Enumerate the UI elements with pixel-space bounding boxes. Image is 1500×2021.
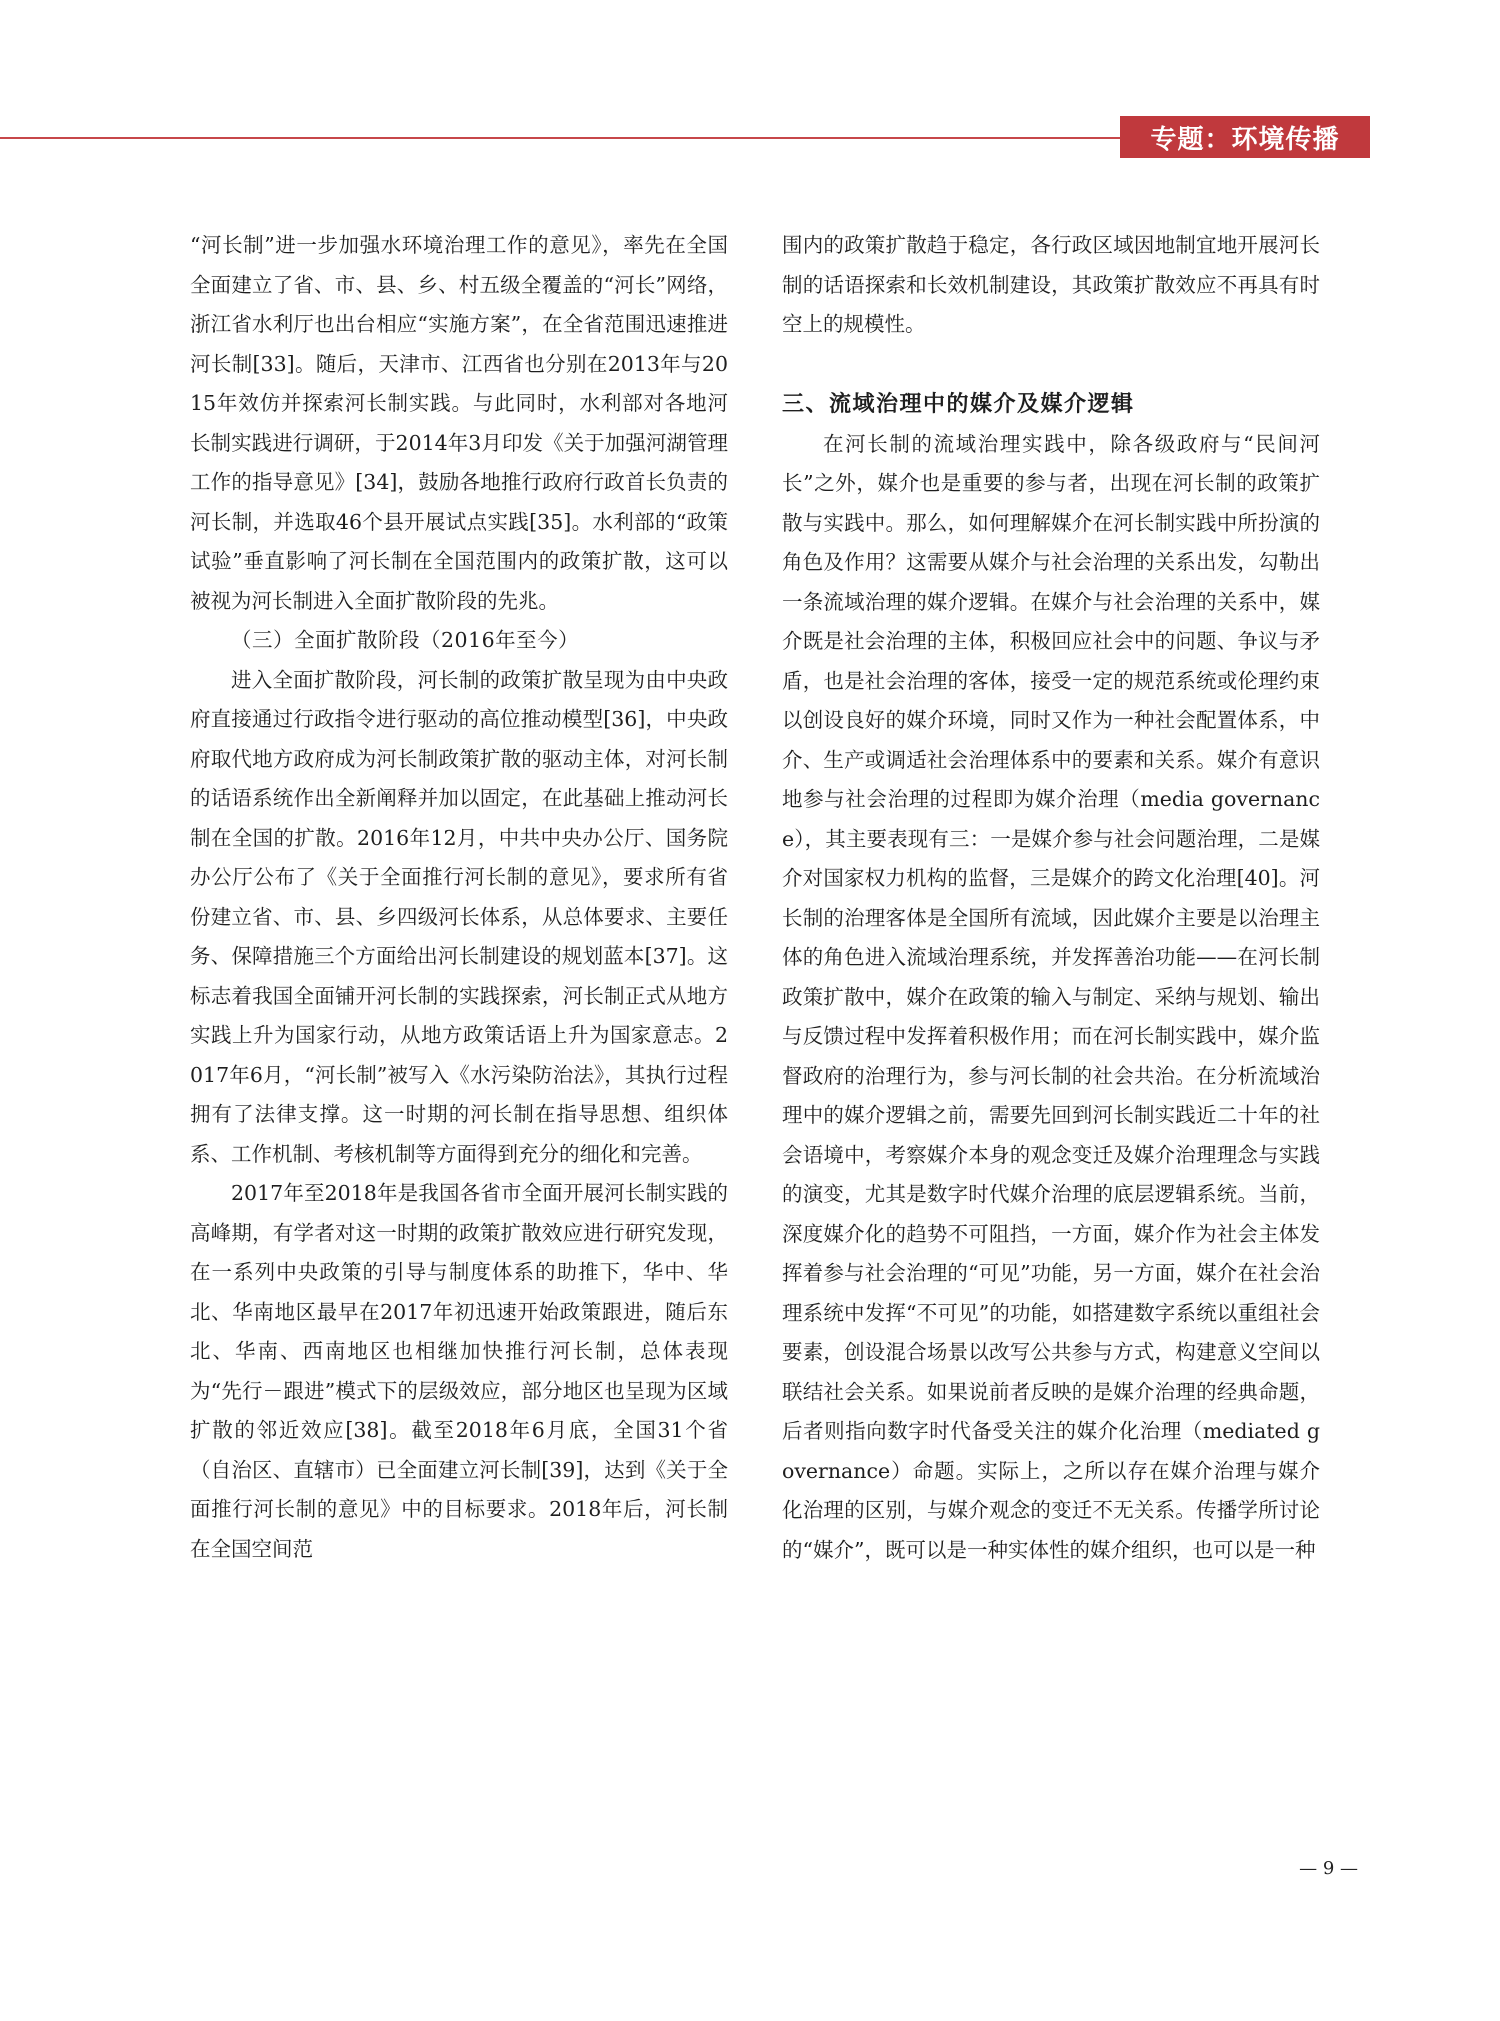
section-heading: 三、流域治理中的媒介及媒介逻辑 [782, 391, 1135, 417]
right-column [782, 226, 1320, 1570]
left-column [190, 226, 728, 1569]
right-paragraph-1: 在河长制的流域治理实践中，除各级政府与“民间河长”之外，媒介也是重要的参与者，出现在河长制的政策扩散与实践中。那么，如何理解媒介在河长制实践中所扮演的角色及作用？这需要从媒介与社会治理的关系出发，勾勒出一条流域治理的媒介逻辑。在媒介与社会治理的关系中，媒介既是社会治理的主体，积极回应社会中的问题、争议与矛盾，也是社会治理的客体，接受一定的规范系统或伦理约束以创设良好的媒介环境，同时又作为一种社会配置体系，中介、生产或调适社会治理体系中的要素和关系。媒介有意识地参与社会治理的过程即为媒介治理（media governance），其主要表现有三：一是媒介参与社会问题治理，二是媒介对国家权力机构的监督，三是媒介的跨文化治理[40]。河长制的治理客体是全国所有流域，因此媒介主要是以治理主体的角色进入流域治理系统，并发挥善治功能——在河长制政策扩散中，媒介在政策的输入与制定、采纳与规划、输出与反馈过程中发挥着积极作用；而在河长制实践中，媒介监督政府的治理行为，参与河长制的社会共治。在分析流域治理中的媒介逻辑之前，需要先回到河长制实践近二十年的社会语境中，考察媒介本身的观念变迁及媒介治理理念与实践的演变，尤其是数字时代媒介治理的底层逻辑系统。当前，深度媒介化的趋势不可阻挡，一方面，媒介作为社会主体发挥着参与社会治理的“可见”功能，另一方面，媒介在社会治理系统中发挥“不可见”的功能，如搭建数字系统以重组社会要素，创设混合场景以改写公共参与方式，构建意义空间以联结社会关系。如果说前者反映的是媒介治理的经典命题，后者则指向数字时代备受关注的媒介化治理（mediated governance）命题。实际上，之所以存在媒介治理与媒介化治理的区别，与媒介观念的变迁不无关系。传播学所讨论的“媒介”，既可以是一种实体性的媒介组织，也可以是一种 [782, 431, 1320, 1562]
header-rule [0, 137, 1120, 139]
section-tab: 专题：环境传播 [1120, 116, 1370, 158]
left-paragraph-2: 进入全面扩散阶段，河长制的政策扩散呈现为由中央政府直接通过行政指令进行驱动的高位推动模型[36]，中央政府取代地方政府成为河长制政策扩散的驱动主体，对河长制的话语系统作出全新阐释并加以固定，在此基础上推动河长制在全国的扩散。2016年12月，中共中央办公厅、国务院办公厅公布了《关于全面推行河长制的意见》，要求所有省份建立省、市、县、乡四级河长体系，从总体要求、主要任务、保障措施三个方面给出河长制建设的规划蓝本[37]。这标志着我国全面铺开河长制的实践探索，河长制正式从地方实践上升为国家行动，从地方政策话语上升为国家意志。2017年6月，“河长制”被写入《水污染防治法》，其执行过程拥有了法律支撑。这一时期的河长制在指导思想、组织体系、工作机制、考核机制等方面得到充分的细化和完善。 [190, 667, 728, 1166]
left-paragraph-3: 2017年至2018年是我国各省市全面开展河长制实践的高峰期，有学者对这一时期的政策扩散效应进行研究发现，在一系列中央政策的引导与制度体系的助推下，华中、华北、华南地区最早在2017年初迅速开始政策跟进，随后东北、华南、西南地区也相继加快推行河长制，总体表现为“先行－跟进”模式下的层级效应，部分地区也呈现为区域扩散的邻近效应[38]。截至2018年6月底，全国31个省（自治区、直辖市）已全面建立河长制[39]，达到《关于全面推行河长制的意见》中的目标要求。2018年后，河长制在全国空间范 [190, 1181, 728, 1561]
right-paragraph-0: 围内的政策扩散趋于稳定，各行政区域因地制宜地开展河长制的话语探索和长效机制建设，其政策扩散效应不再具有时空上的规模性。 [782, 233, 1320, 336]
page-number: — 9 — [1299, 1858, 1358, 1879]
section-spacer [782, 345, 1320, 385]
left-paragraph-1: “河长制”进一步加强水环境治理工作的意见》，率先在全国全面建立了省、市、县、乡、村五级全覆盖的“河长”网络，浙江省水利厅也出台相应“实施方案”，在全省范围迅速推进河长制[33]。随后，天津市、江西省也分别在2013年与2015年效仿并探索河长制实践。与此同时，水利部对各地河长制实践进行调研，于2014年3月印发《关于加强河湖管理工作的指导意见》[34]，鼓励各地推行政府行政首长负责的河长制，并选取46个县开展试点实践[35]。水利部的“政策试验”垂直影响了河长制在全国范围内的政策扩散，这可以被视为河长制进入全面扩散阶段的先兆。 [190, 233, 728, 613]
subsection-heading: （三）全面扩散阶段（2016年至今） [231, 628, 580, 652]
